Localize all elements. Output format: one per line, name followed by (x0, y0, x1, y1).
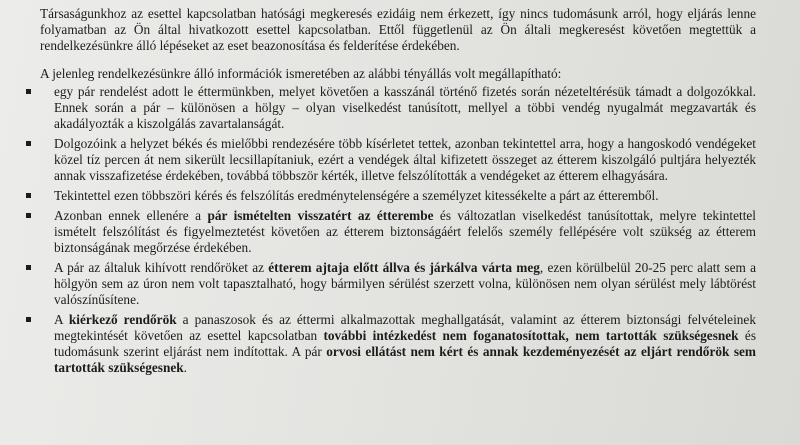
fact-item-6 (40, 312, 756, 376)
fact-text: és változatlan viselkedést tanúsítottak, melyre tekintettel ismételt felszólítást és figyelmeztetést követően az étterem biztonságáért felelős személy fellépésére volt szükség az étterem biztonságának megőrzése érdekében. (54, 208, 756, 255)
fact-text: A pár az általuk kihívott rendőröket az (54, 260, 269, 275)
fact-text: a panaszosok és az éttermi alkalmazottak meghallgatását, valamint az étterem biztonsági felvételeinek megtekintését követően az esettel kapcsolatban (54, 312, 756, 343)
bullet-icon (26, 141, 31, 146)
fact-item-1 (40, 84, 756, 132)
fact-item-4 (40, 208, 756, 256)
bullet-icon (26, 213, 31, 218)
fact-text: . (183, 360, 187, 375)
fact-emphasis: orvosi ellátást nem kért és annak kezdeményezését az eljárt rendőrök sem tartották szükségesnek (54, 344, 757, 375)
fact-emphasis: étterem ajtaja előtt állva és járkálva várta meg (268, 260, 540, 275)
fact-text: Tekintettel ezen többszöri kérés és felszólítás eredménytelenségére a személyzet kitessékelte a párt az étteremből. (54, 188, 659, 203)
fact-text: egy pár rendelést adott le éttermünkben, melyet követően a kasszánál történő fizetés során nézeteltérésük támadt a dolgozókkal. Ennek során a pár – különösen a hölgy – olyan viselkedést tanúsított, mellyel a többi vendég nyugalmát megzavarták és akadályozták a kiszolgálás zavartalanságát. (54, 84, 756, 131)
intro-paragraph: Társaságunkhoz az esettel kapcsolatban hatósági megkeresés ezidáig nem érkezett, így nincs tudomásunk arról, hogy eljárás lenne folyamatban az Ön által hivatkozott esettel kapcsolatban. Ettől függetlenül az Ön általi megkeresést követően megtettük a rendelkezésünkre álló lépéseket az eset beazonosítása és felderítése érdekében. (40, 6, 756, 53)
facts-lead-paragraph: A jelenleg rendelkezésünkre álló információk ismeretében az alábbi tényállás volt megállapítható: (40, 66, 562, 81)
facts-list (40, 84, 756, 376)
bullet-icon (26, 317, 31, 322)
fact-text: Azonban ennek ellenére a (54, 208, 208, 223)
fact-text: és tudomásunk szerint eljárást nem indítottak. A pár (54, 328, 756, 359)
bullet-icon (26, 89, 31, 94)
fact-text: A (54, 312, 69, 327)
fact-emphasis: pár ismételten visszatért az étterembe (207, 208, 434, 223)
fact-text: , ezen körülbelül 20-25 perc alatt sem a hölgyön sem az úron nem volt tapasztalható, hogy bármilyen sérülést szerzett volna, különösen nem olyan sérülést mely lábtörést valószínűsítene. (54, 260, 756, 307)
bullet-icon (26, 265, 31, 270)
bullet-icon (26, 193, 31, 198)
fact-emphasis: további intézkedést nem foganatosítottak, nem tartották szükségesnek (323, 328, 739, 343)
fact-item-5 (40, 260, 756, 308)
fact-text: Dolgozóink a helyzet békés és mielőbbi rendezésére több kísérletet tettek, azonban tekintettel arra, hogy a hangoskodó vendégeket közel tíz percen át nem sikerült lecsillapítaniuk, ezért a vendégek által kifizetett összeget az étterem kiszolgáló pultjára helyezték annak visszafizetése érdekében, továbbá többször kérték, illetve felszólították a vendégeket az étterem elhagyására. (54, 136, 756, 183)
fact-item-3 (40, 188, 756, 204)
fact-emphasis: kiérkező rendőrök (68, 312, 177, 327)
fact-item-2 (40, 136, 756, 184)
